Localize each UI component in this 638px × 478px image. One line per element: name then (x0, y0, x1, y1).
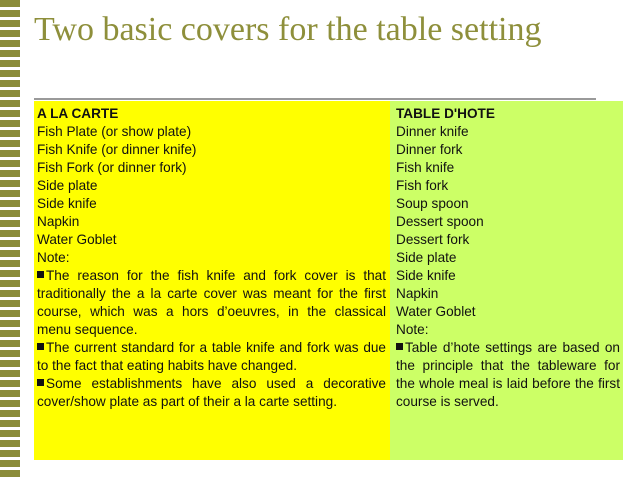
decorative-stripe-bar (0, 0, 20, 478)
a-la-carte-item: Side knife (37, 196, 97, 211)
table-dhote-item: Water Goblet (396, 304, 476, 319)
a-la-carte-note-label: Note: (37, 250, 70, 265)
table-dhote-item: Side plate (396, 250, 457, 265)
square-bullet-icon (37, 379, 44, 386)
covers-table (34, 101, 623, 460)
square-bullet-icon (396, 343, 403, 350)
a-la-carte-item: Fish Knife (or dinner knife) (37, 142, 197, 157)
a-la-carte-item: Fish Plate (or show plate) (37, 124, 192, 139)
table-dhote-note: Table d’hote settings are based on the principle that the tableware for the whole meal is laid before the first course is served. (396, 340, 620, 409)
table-dhote-item: Side knife (396, 268, 456, 283)
a-la-carte-item: Side plate (37, 178, 98, 193)
table-dhote-column (390, 101, 623, 460)
a-la-carte-note: The current standard for a table knife and fork was due to the fact that eating habits have changed. (37, 340, 386, 373)
a-la-carte-item: Napkin (37, 214, 80, 229)
table-dhote-item: Dinner knife (396, 124, 469, 139)
title-divider (34, 98, 596, 100)
a-la-carte-item: Water Goblet (37, 232, 117, 247)
a-la-carte-column (34, 101, 390, 460)
table-dhote-item: Dessert spoon (396, 214, 484, 229)
table-dhote-item: Fish fork (396, 178, 449, 193)
table-dhote-note-label: Note: (396, 322, 429, 337)
table-dhote-item: Dinner fork (396, 142, 463, 157)
slide-title: Two basic covers for the table setting (34, 11, 542, 48)
square-bullet-icon (37, 343, 44, 350)
square-bullet-icon (37, 271, 44, 278)
table-dhote-item: Soup spoon (396, 196, 469, 211)
table-dhote-item: Napkin (396, 286, 439, 301)
table-dhote-heading: TABLE D'HOTE (396, 106, 495, 121)
table-dhote-item: Dessert fork (396, 232, 470, 247)
a-la-carte-note: The reason for the fish knife and fork cover is that traditionally the a la carte cover was meant for the first course, which was a hors d’oeuvres, in the classical menu sequence. (37, 268, 386, 337)
a-la-carte-item: Fish Fork (or dinner fork) (37, 160, 187, 175)
a-la-carte-note: Some establishments have also used a decorative cover/show plate as part of their a la carte setting. (37, 376, 386, 409)
a-la-carte-heading: A LA CARTE (37, 106, 119, 121)
table-dhote-item: Fish knife (396, 160, 455, 175)
